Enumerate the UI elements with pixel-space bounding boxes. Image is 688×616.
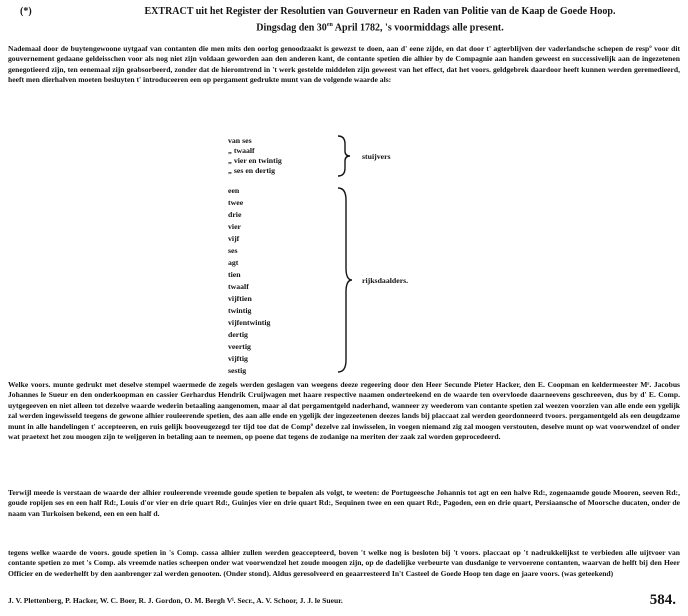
rijksdaalder-item: twaalf (228, 282, 249, 291)
stuiver-item: „ twaalf (228, 146, 255, 155)
rijksdaalder-item: dertig (228, 330, 248, 339)
document-title: EXTRACT uit het Register der Resolutien van Gouverneur en Raden van Politie van de Kaap de Goede Hoop. (144, 6, 616, 17)
date-suffix: April 1782, 's voormiddags alle present. (332, 22, 504, 34)
rijksdaalder-item: veertig (228, 342, 251, 351)
rijksdaalder-item: agt (228, 258, 239, 267)
date-superscript: en (326, 22, 333, 28)
rijksdaalder-brace (336, 186, 354, 376)
rijksdaalder-item: vijfentwintig (228, 318, 271, 327)
stuiver-label: stuijvers (362, 152, 391, 161)
rijksdaalder-item: vijftien (228, 294, 252, 303)
date-prefix: Dingsdag den 30 (256, 22, 327, 34)
paragraph-pergament: Welke voors. munte gedrukt met deselve stempel waermede de zegels werden geslagen van weegens deeze regeering door den Heer Secunde Pieter Hacker, den E. Coopman en keldermeester Mʳ. Jacobus Johannes le Sueur en den onderkoopman en cassier Gerhardus Hendrik Cruijwagen met haare respective naamen onderteekend en de waarde ten overvloede daarneevens geschreeven, dus by d' E. Comp. uytgegeeven en niet alleen tot dezelve waarde wederin betaaling aangenomen, maar al dat pergamentgeld naderhand, wanneer zy weederom van contante spetien zal weezen voorzien van alle ende een ygelijk zal werden ingewisseld teegens de gewone alhier rouleerende spetien, des aan alle ende en ygelijk der ingezeetenen deezes lands bij placcaat zal werden geordonneerd tvoors. pergamentgeld als een deugdzame munt in alle handelingen t' accepteeren, en ruis gelijk booveugezegd ter tijd toe dat de Compº dezelve zal inwisselen, in voegen niemand zig zal moogen verstouten, deselve munt op wat voorwendzel of onder wat praetext het zou moogen zijn te weijgeren in betaling aan te neemen, op poene dat tegens de zodanige na meriten der zaak zal worden geprocedeerd. (8, 380, 680, 442)
stuiver-item: van ses (228, 136, 252, 145)
paragraph-export-ban: tegens welke waarde de voors. goude spetien in 's Comp. cassa alhier zullen werden geaccepteerd, boven 't welke nog is besloten bij 't voors. placcaat op 't nadrukkelijkst te verbieden alle uijtvoer van contante spetien zo met 's Comp. als vreemde naties scheepen onder wat voorwendzel het zoude moogen zijn, op de dadelijke verbeurte van dusdanige te vervoerene contanten, waarvan de helft bij den Heer Officier en de wederhelft by den aanbrenger zal werden genooten. (Onder stond). Aldus geresolveerd en geaarresteerd In't Casteel de Goede Hoop ten dage en jaare voors. (was geteekend) (8, 548, 680, 578)
page-number: 584. (649, 592, 676, 608)
rijksdaalder-item: drie (228, 210, 242, 219)
rijksdaalder-item: sestig (228, 366, 247, 375)
rijksdaalder-item: tien (228, 270, 241, 279)
stuiver-item: „ vier en twintig (228, 156, 282, 165)
signatures: J. V. Plettenberg, P. Hacker, W. C. Boer, R. J. Gordon, O. M. Bergh Vˡ. Secr., A. V. Schoor, J. J. le Sueur. (8, 596, 343, 605)
paragraph-intro: Nademaal door de buytengewoone uytgaaf van contanten die men mits den oorlog genoodzaakt is gewezst te doen, aan d' eene zijde, en dat door t' agterblijven der vaderlandsche schepen de respº voor dit gouvernement gedaane geldeisschen voor als nog niet zijn voldaan geworden aan den anderen kant, de contante spetien die alhier by de Compagnie aan handen geweest en successivelijk aan de ingezetenen genegotieerd zijn, ten eenemaal zijn geabsorbeerd, zonder dat de hieromtrend in 't werk gestelde middelen zijn geweest van het effect, dat het voors. geldgebrek daardoor heeft kunnen werden geremedieerd, heeft men dierhalven moeten besluyten t' introduceeren een op pergament gedrukte munt van de volgende waarde als: (8, 44, 680, 85)
rijksdaalder-item: twintig (228, 306, 252, 315)
rijksdaalder-item: een (228, 186, 240, 195)
stuiver-brace (336, 134, 352, 178)
rijksdaalder-item: vier (228, 222, 241, 231)
rijksdaalder-label: rijksdaalders. (362, 276, 409, 285)
stuiver-item: „ ses en dertig (228, 166, 275, 175)
paragraph-coin-values: Terwijl meede is verstaan de waarde der alhier rouleerende vreemde goude spetien te bepalen als volgt, te weeten: de Portugeesche Johannis tot agt en een halve Rd:, zogenaamde goude Mooren, seeven Rd:, goude ropijen ses en een half Rd:, Louis d'or vier en drie quart Rd:, Guinjes vier en drie quart Rd:, Sequinen twee en een quart Rd:, Pagoden, een en drie quart, Persiaansche of Moorsche ducaten, onder de naam van Turkoisen bekend, een en een half d. (8, 488, 680, 518)
rijksdaalder-item: vijftig (228, 354, 248, 363)
footnote-marker: (*) (20, 6, 32, 17)
rijksdaalder-item: vijf (228, 234, 240, 243)
document-dateline (100, 22, 660, 33)
rijksdaalder-item: twee (228, 198, 244, 207)
rijksdaalder-item: ses (228, 246, 238, 255)
